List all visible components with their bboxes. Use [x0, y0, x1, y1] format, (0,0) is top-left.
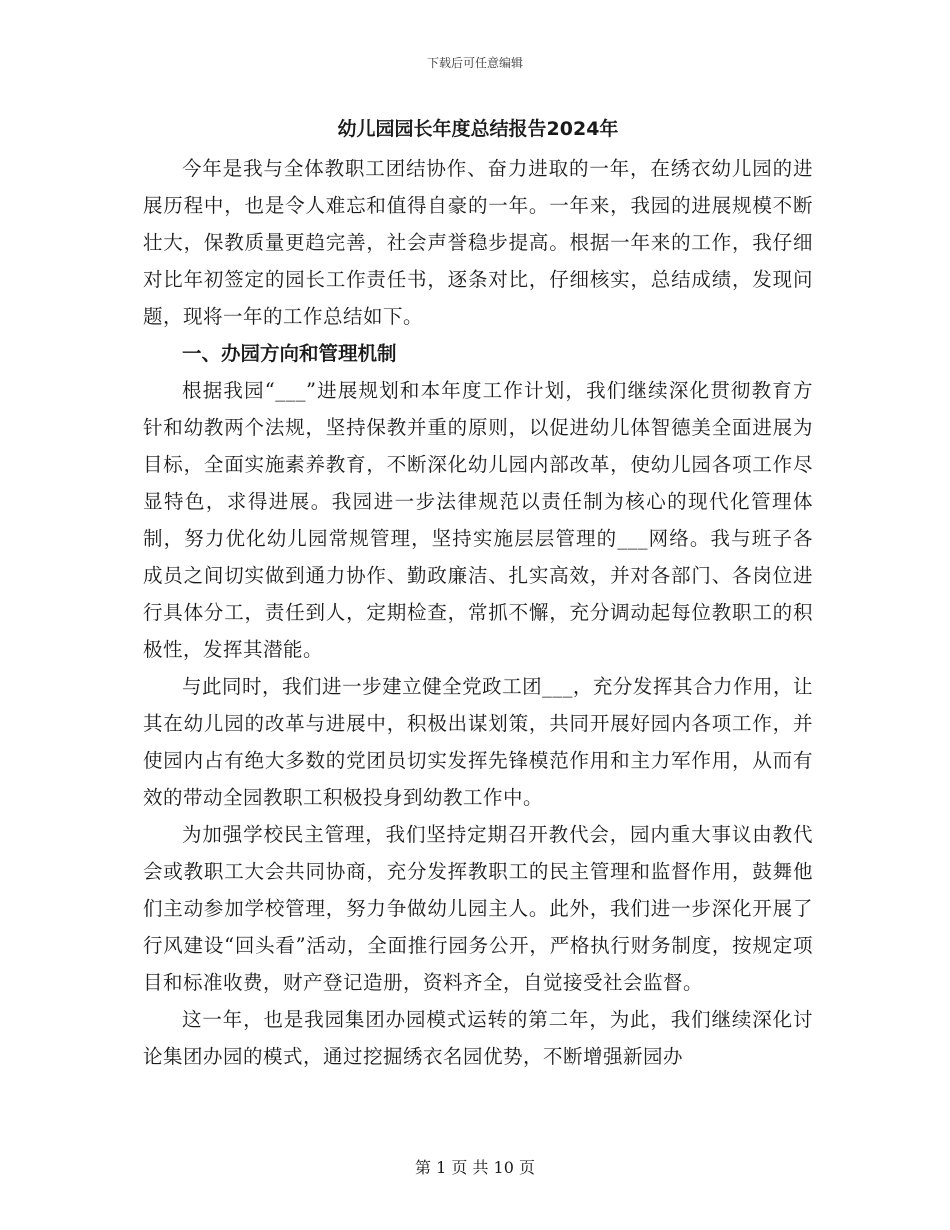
page-footer: 第 1 页 共 10 页: [415, 1158, 535, 1177]
paragraph-management: 根据我园“___”进展规划和本年度工作计划，我们继续深化贯彻教育方针和幼教两个法规，坚持保教并重的原则，以促进幼儿体智德美全面进展为目标，全面实施素养教育，不断深化幼儿园内部改革，使幼儿园各项工作尽显特色，求得进展。我园进一步法律规范以责任制为核心的现代化管理体制，努力优化幼儿园常规管理，坚持实施层层管理的___网络。我与班子各成员之间切实做到通力协作、勤政廉洁、扎实高效，并对各部门、各岗位进行具体分工，责任到人，定期检查，常抓不懈，充分调动起每位教职工的积极性，发挥其潜能。: [143, 379, 813, 661]
paragraph-democratic-management: 为加强学校民主管理，我们坚持定期召开教代会，园内重大事议由教代会或教职工大会共同协商，充分发挥教职工的民主管理和监督作用，鼓舞他们主动参加学校管理，努力争做幼儿园主人。此外，我们进一步深化开展了行风建设“回头看”活动，全面推行园务公开，严格执行财务制度，按规定项目和标准收费，财产登记造册，资料齐全，自觉接受社会监督。: [143, 823, 813, 994]
section-heading-1: 一、办园方向和管理机制: [182, 342, 397, 365]
paragraph-intro: 今年是我与全体教职工团结协作、奋力进取的一年，在绣衣幼儿园的进展历程中，也是令人难忘和值得自豪的一年。一年来，我园的进展规模不断壮大，保教质量更趋完善，社会声誉稳步提高。根据一年来的工作，我仔细对比年初签定的园长工作责任书，逐条对比，仔细核实，总结成绩，发现问题，现将一年的工作总结如下。: [143, 157, 813, 328]
paragraph-party-union: 与此同时，我们进一步建立健全党政工团___，充分发挥其合力作用，让其在幼儿园的改革与进展中，积极出谋划策，共同开展好园内各项工作，并使园内占有绝大多数的党团员切实发挥先锋模范作用和主力军作用，从而有效的带动全园教职工积极投身到幼教工作中。: [143, 675, 813, 809]
paragraph-group-operation: 这一年，也是我园集团办园模式运转的第二年，为此，我们继续深化讨论集团办园的模式，通过挖掘绣衣名园优势，不断增强新园办: [143, 1008, 813, 1068]
header-note: 下载后可任意编辑: [426, 56, 523, 70]
document-body: [143, 112, 813, 1075]
document-title: 幼儿园园长年度总结报告2024年: [337, 118, 619, 140]
